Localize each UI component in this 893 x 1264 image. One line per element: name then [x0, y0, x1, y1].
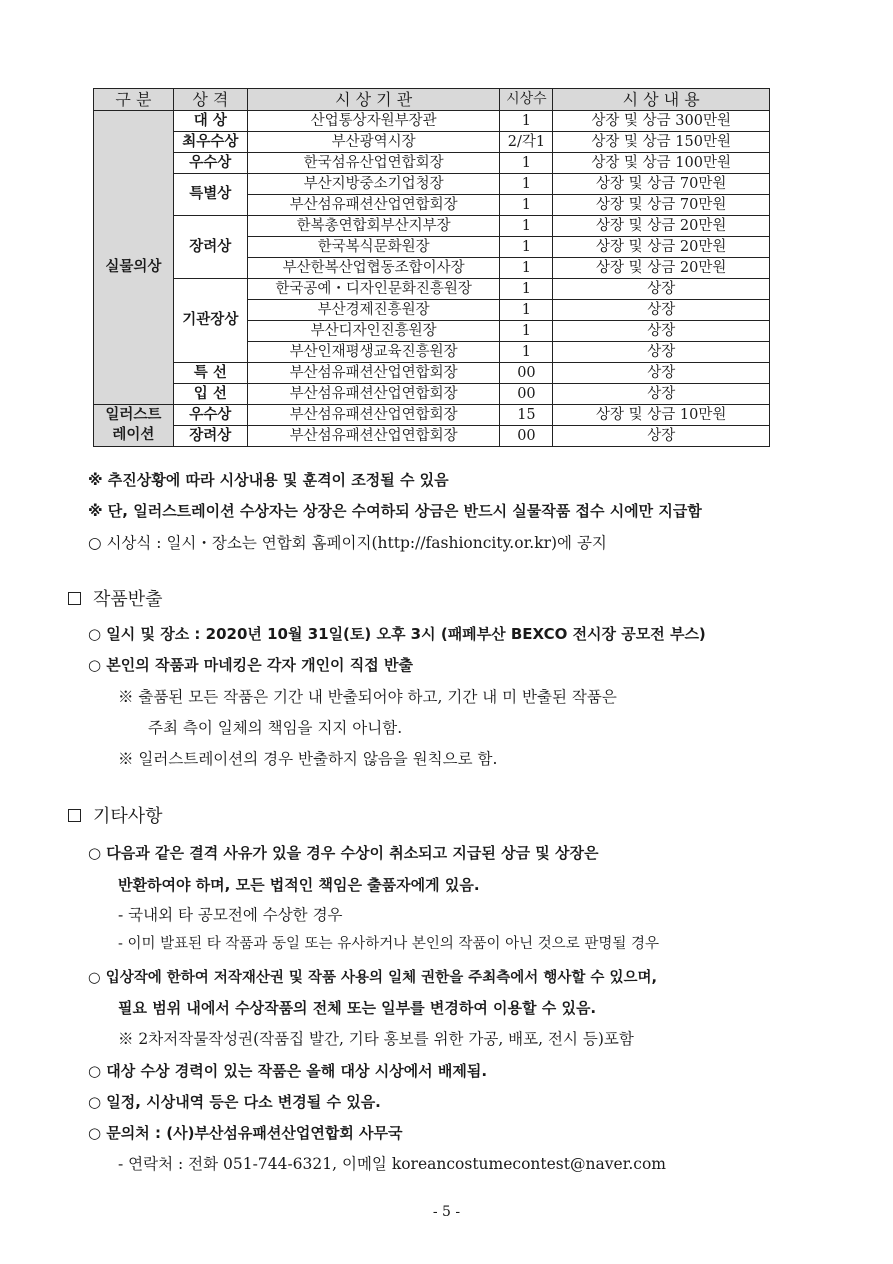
grade-cell: 우수상: [173, 153, 247, 174]
category-cell-illustration-1: 일러스트: [94, 405, 174, 426]
section-title-return: [68, 590, 163, 610]
etc-line: 반환하여야 하며, 모든 법적인 책임은 출품자에게 있음.: [118, 876, 480, 894]
grade-cell: 최우수상: [173, 132, 247, 153]
content-cell: 상장 및 상금 300만원: [553, 111, 770, 132]
content-cell: 상장: [553, 342, 770, 363]
etc-line: 필요 범위 내에서 수상작품의 전체 또는 일부를 변경하여 이용할 수 있음.: [118, 999, 597, 1017]
grade-cell: 대 상: [173, 111, 247, 132]
count-cell: 1: [500, 279, 553, 300]
section-title-text: 기타사항: [93, 806, 163, 827]
grade-cell: 기관장상: [173, 279, 247, 363]
content-cell: 상장 및 상금 10만원: [553, 405, 770, 426]
section-title-text: 작품반출: [93, 589, 163, 610]
org-cell: 부산섬유패션산업연합회장: [247, 405, 500, 426]
org-cell: 한국복식문화원장: [247, 237, 500, 258]
note-ceremony: ○ 시상식 : 일시・장소는 연합회 홈페이지(http://fashioncity.or.kr)에 공지: [88, 534, 607, 552]
grade-cell: 입 선: [173, 384, 247, 405]
table-header-row: [94, 89, 770, 111]
page-number: - 5 -: [432, 1204, 461, 1220]
org-cell: 부산섬유패션산업연합회장: [247, 363, 500, 384]
content-cell: 상장: [553, 300, 770, 321]
header-grade: 상 격: [173, 89, 247, 111]
category-cell-illustration-2: 레이션: [94, 426, 174, 447]
org-cell: 부산경제진흥원장: [247, 300, 500, 321]
table-row: [94, 153, 770, 174]
count-cell: 1: [500, 111, 553, 132]
org-cell: 한복총연합회부산지부장: [247, 216, 500, 237]
count-cell: 00: [500, 363, 553, 384]
table-row: [94, 111, 770, 132]
note-illustration-prize: ※ 단, 일러스트레이션 수상자는 상장은 수여하되 상금은 반드시 실물작품 접수 시에만 지급함: [88, 502, 702, 520]
org-cell: 한국공예・디자인문화진흥원장: [247, 279, 500, 300]
count-cell: 1: [500, 300, 553, 321]
header-category: 구 분: [94, 89, 174, 111]
table-row: [94, 426, 770, 447]
org-cell: 부산디자인진흥원장: [247, 321, 500, 342]
org-cell: 부산광역시장: [247, 132, 500, 153]
header-count: 시상수: [500, 89, 553, 111]
content-cell: 상장: [553, 363, 770, 384]
count-cell: 1: [500, 195, 553, 216]
content-cell: 상장 및 상금 20만원: [553, 216, 770, 237]
content-cell: 상장 및 상금 70만원: [553, 174, 770, 195]
section-title-etc: [68, 807, 163, 827]
count-cell: 1: [500, 258, 553, 279]
note-adjustment: ※ 추진상황에 따라 시상내용 및 훈격이 조정될 수 있음: [88, 471, 449, 489]
grade-cell: 우수상: [173, 405, 247, 426]
count-cell: 1: [500, 342, 553, 363]
count-cell: 1: [500, 153, 553, 174]
count-cell: 2/각1: [500, 132, 553, 153]
table-row: [94, 363, 770, 384]
grade-cell: 특별상: [173, 174, 247, 216]
table-row: [94, 174, 770, 195]
table-row: [94, 216, 770, 237]
content-cell: 상장 및 상금 20만원: [553, 237, 770, 258]
content-cell: 상장 및 상금 20만원: [553, 258, 770, 279]
org-cell: 부산한복산업협동조합이사장: [247, 258, 500, 279]
etc-line: - 국내외 타 공모전에 수상한 경우: [118, 906, 343, 924]
etc-line: ○ 입상작에 한하여 저작재산권 및 작품 사용의 일체 권한을 주최측에서 행사할 수 있으며,: [88, 970, 657, 986]
table-row: [94, 279, 770, 300]
etc-line: ○ 일정, 시상내역 등은 다소 변경될 수 있음.: [88, 1093, 381, 1111]
count-cell: 1: [500, 216, 553, 237]
org-cell: 산업통상자원부장관: [247, 111, 500, 132]
org-cell: 한국섬유산업연합회장: [247, 153, 500, 174]
table-row: [94, 384, 770, 405]
header-org: 시 상 기 관: [247, 89, 500, 111]
awards-table: [93, 88, 770, 447]
table-row: [94, 132, 770, 153]
content-cell: 상장 및 상금 100만원: [553, 153, 770, 174]
return-line: 주최 측이 일체의 책임을 지지 아니함.: [148, 719, 403, 737]
table-row: [94, 405, 770, 426]
etc-contact-line: - 연락처 : 전화 051-744-6321, 이메일 koreancostumecontest@naver.com: [118, 1155, 666, 1173]
org-cell: 부산섬유패션산업연합회장: [247, 195, 500, 216]
count-cell: 00: [500, 384, 553, 405]
org-cell: 부산인재평생교육진흥원장: [247, 342, 500, 363]
count-cell: 00: [500, 426, 553, 447]
return-line: ○ 본인의 작품과 마네킹은 각자 개인이 직접 반출: [88, 656, 413, 674]
content-cell: 상장: [553, 426, 770, 447]
org-cell: 부산지방중소기업청장: [247, 174, 500, 195]
count-cell: 15: [500, 405, 553, 426]
header-content: 시 상 내 용: [553, 89, 770, 111]
checkbox-bullet-icon: [68, 809, 81, 822]
etc-line: ○ 다음과 같은 결격 사유가 있을 경우 수상이 취소되고 지급된 상금 및 상장은: [88, 844, 599, 862]
content-cell: 상장: [553, 279, 770, 300]
content-cell: 상장 및 상금 150만원: [553, 132, 770, 153]
etc-line: - 이미 발표된 타 작품과 동일 또는 유사하거나 본인의 작품이 아닌 것으로 판명될 경우: [118, 936, 660, 952]
grade-cell: 특 선: [173, 363, 247, 384]
etc-line: ○ 문의처 : (사)부산섬유패션산업연합회 사무국: [88, 1124, 403, 1142]
org-cell: 부산섬유패션산업연합회장: [247, 426, 500, 447]
return-line: ※ 출품된 모든 작품은 기간 내 반출되어야 하고, 기간 내 미 반출된 작품은: [118, 688, 617, 706]
etc-line: ○ 대상 수상 경력이 있는 작품은 올해 대상 시상에서 배제됨.: [88, 1062, 488, 1080]
checkbox-bullet-icon: [68, 592, 81, 605]
count-cell: 1: [500, 174, 553, 195]
content-cell: 상장: [553, 384, 770, 405]
org-cell: 부산섬유패션산업연합회장: [247, 384, 500, 405]
content-cell: 상장 및 상금 70만원: [553, 195, 770, 216]
content-cell: 상장: [553, 321, 770, 342]
category-cell: 실물의상: [94, 111, 174, 405]
return-line: ※ 일러스트레이션의 경우 반출하지 않음을 원칙으로 함.: [118, 750, 498, 768]
return-line: ○ 일시 및 장소 : 2020년 10월 31일(토) 오후 3시 (패페부산 BEXCO 전시장 공모전 부스): [88, 625, 706, 643]
grade-cell: 장려상: [173, 216, 247, 279]
count-cell: 1: [500, 321, 553, 342]
grade-cell: 장려상: [173, 426, 247, 447]
etc-line: ※ 2차저작물작성권(작품집 발간, 기타 홍보를 위한 가공, 배포, 전시 등)포함: [118, 1030, 634, 1048]
count-cell: 1: [500, 237, 553, 258]
